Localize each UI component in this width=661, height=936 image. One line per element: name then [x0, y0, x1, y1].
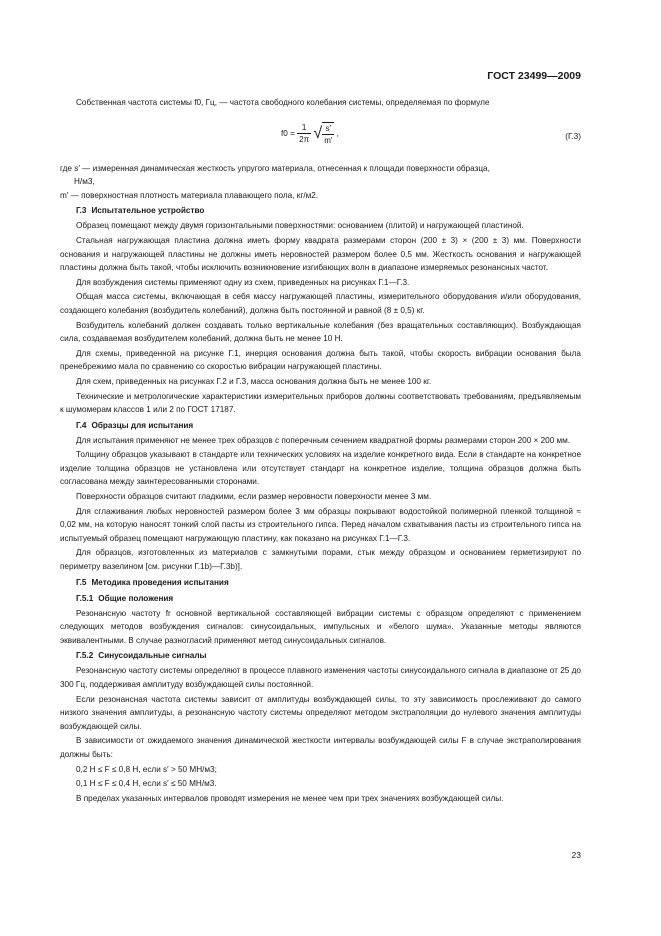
paragraph: Толщину образцов указывают в стандарте или технических условиях на изделие конкретного вида. Если в стандарте на конкретное изделие толщина образцов не установлена или отсутствует стандарт на конкретное изделие, толщина образцов должна быть согласована между заинтересованными сторонами. [60, 450, 581, 487]
list-item: 0,1 Н ≤ F ≤ 0,4 Н, если s′ ≤ 50 МН/м3. [76, 779, 217, 789]
paragraph: Для возбуждения системы применяют одну из схем, приведенных на рисунках Г.1—Г.3. [76, 277, 410, 287]
section-heading: Г.5.2 Синусоидальные сигналы [76, 651, 207, 661]
formula-number: (Г.3) [565, 131, 581, 141]
list-item: 0,2 Н ≤ F ≤ 0,8 Н, если s′ > 50 МН/м3; [76, 764, 217, 774]
section-heading: Г.5 Методика проведения испытания [76, 577, 229, 587]
formula-tail: , [336, 128, 339, 138]
paragraph: Для сглаживания любых неровностей размером более 3 мм образцы покрывают водостойкой полимерной пленкой толщиной ≈ 0,02 мм, на которую наносят тонкий слой пасты из строительного гипса. Перед началом схватывания пасты из строительного гипса на испытуемый образец помещают нагружающую пластину, как показано на рисунках Г.1—Г.3. [60, 506, 581, 543]
formula-sqrt [313, 122, 334, 146]
sqrt-numerator: s′ [322, 123, 334, 135]
sqrt-denominator: m′ [324, 135, 333, 145]
paragraph: Общая масса системы, включающая в себя массу нагружающей пластины, измерительного оборудования и/или оборудования, создающего колебания (возбудитель колебаний), должна быть постоянной и равной (8 ± 0,5) кг. [60, 292, 581, 315]
page-number: 23 [571, 850, 581, 860]
paragraph: Для схем, приведенных на рисунках Г.2 и Г.3, масса основания должна быть не менее 100 кг. [76, 376, 432, 386]
paragraph: Технические и метрологические характеристики измерительных приборов должны соответствовать требованиям, предъявляемым к шумомерам классов 1 или 2 по ГОСТ 17187. [60, 391, 581, 415]
paragraph: Резонансную частоту fr основной вертикальной составляющей вибрации системы с образцом определяют с применением следующих методов возбуждения сигналов: синусоидальных, импульсных и «белого шума». Указанные методы являются эквивалентными. В случае разногласий применяют метод синусоидальных сигналов. [60, 608, 581, 645]
paragraph: В пределах указанных интервалов проводят измерения не менее чем при трех значениях возбуждающей силы. [76, 793, 504, 803]
paragraph: Поверхности образцов считают гладкими, если размер неровности поверхности менее 3 мм. [76, 492, 432, 502]
formula-g3 [60, 118, 581, 158]
radical-sign: √ [313, 124, 323, 142]
section-heading: Г.3 Испытательное устройство [76, 206, 205, 216]
where-line: где s′ — измеренная динамическая жесткость упругого материала, отнесенная к площади поверхности образца, [60, 163, 490, 173]
section-heading: Г.5.1 Общие положения [76, 593, 174, 603]
where-unit-line: Н/м3, [74, 177, 95, 187]
paragraph: Возбудитель колебаний должен создавать только вертикальные колебания (без вращательных составляющих). Возбуждающая сила, создаваемая возбудителем колебаний, должна быть не менее 10 Н. [60, 320, 581, 344]
formula-expression [281, 122, 339, 146]
paragraph: Резонансную частоту системы определяют в процессе плавного изменения частоты синусоидального сигнала в диапазоне от 25 до 300 Гц, поддерживая амплитуду возбуждающей силы постоянной. [60, 666, 581, 689]
paragraph: Для образцов, изготовленных из материалов с замкнутыми порами, стык между образцом и основанием герметизируют по периметру вазелином [см. рисунки Г.1b)—Г.3b)]. [60, 548, 581, 572]
paragraph: Стальная нагружающая пластина должна иметь форму квадрата размерами сторон (200 ± 3) × (200 ± 3) мм. Поверхности основания и нагружающей пластины не должны иметь неровностей размером более 0,5 мм. Жесткость основания и нагружающей пластины должна быть такой, чтобы исключить возникновение изгибающих волн в диапазоне измеряемых резонансных частот. [60, 235, 581, 273]
fraction-numerator: 1 [297, 122, 311, 134]
standard-header: ГОСТ 23499—2009 [487, 70, 581, 82]
fraction-denominator: 2π [299, 135, 310, 145]
page-body [60, 96, 581, 805]
formula-lhs: f0 = [281, 128, 295, 138]
section-heading: Г.4 Образцы для испытания [76, 420, 194, 430]
paragraph: В зависимости от ожидаемого значения динамической жесткости интервалы возбуждающей силы F в случае экстраполирования должны быть: [60, 736, 581, 759]
where-line: m′ — поверхностная плотность материала плавающего пола, кг/м2. [60, 190, 319, 200]
paragraph: Если резонансная частота системы зависит от амплитуды возбуждающей силы, то эту зависимость прослеживают до самого низкого значения амплитуды, а резонансную частоту системы определяют методом экстраполяции до нулевого значения амплитуды возбуждающей силы. [60, 694, 581, 731]
formula-fraction [297, 122, 311, 145]
intro-paragraph: Собственная частота системы f0, Гц, — частота свободного колебания системы, определяемая по формуле [76, 98, 490, 107]
paragraph: Для схемы, приведенной на рисунке Г.1, инерция основания должна быть такой, чтобы скорость вибрации основания была пренебрежимо мала по сравнению со скоростью вибрации нагружающей пластины. [60, 348, 581, 372]
paragraph: Образец помещают между двумя горизонтальными поверхностями: основанием (плитой) и нагружающей пластиной. [76, 221, 524, 231]
paragraph: Для испытания применяют не менее трех образцов с поперечным сечением квадратной формы размерами сторон 200 × 200 мм. [76, 435, 571, 445]
